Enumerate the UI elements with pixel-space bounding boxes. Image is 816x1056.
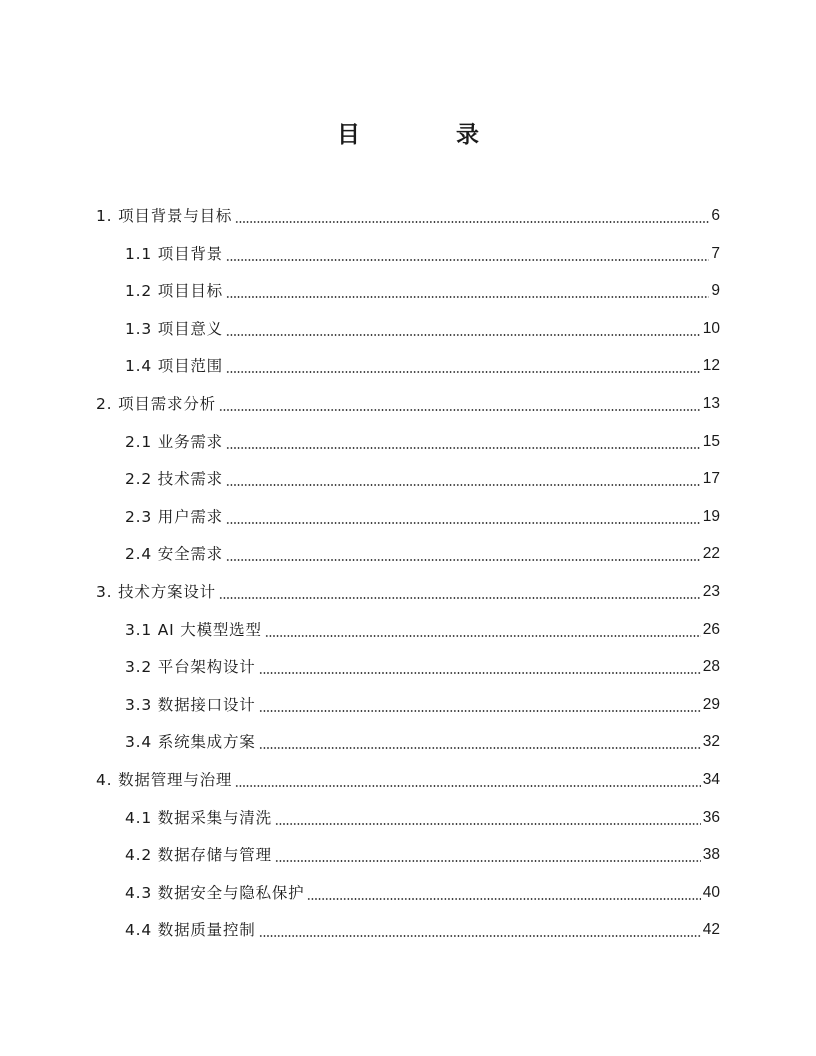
toc-entry[interactable] xyxy=(125,686,720,724)
toc-dot-leader xyxy=(226,511,701,525)
toc-entry[interactable] xyxy=(125,310,720,348)
toc-entry-label: 2.4 安全需求 xyxy=(125,545,223,564)
toc-entry[interactable] xyxy=(125,874,720,912)
toc-entry-label: 4. 数据管理与治理 xyxy=(96,770,233,789)
toc-dot-leader xyxy=(226,548,701,562)
toc-entry-label: 3.1 AI 大模型选型 xyxy=(125,620,262,639)
toc-page-number: 28 xyxy=(702,658,720,676)
toc-entry-label: 1.1 项目背景 xyxy=(125,244,223,263)
toc-entry-label: 2.3 用户需求 xyxy=(125,507,223,526)
toc-page-number: 13 xyxy=(702,394,720,412)
toc-page-number: 10 xyxy=(702,319,720,337)
toc-entry-label: 4.1 数据采集与清洗 xyxy=(125,808,272,827)
toc-entry-label: 1.2 项目目标 xyxy=(125,282,223,301)
toc-dot-leader xyxy=(226,285,709,299)
toc-entry-label: 2.1 业务需求 xyxy=(125,432,223,451)
toc-page-number: 6 xyxy=(711,207,720,224)
toc-entry[interactable] xyxy=(125,460,720,498)
toc-page-number: 32 xyxy=(702,733,720,751)
toc-dot-leader xyxy=(226,436,701,450)
toc-entry[interactable] xyxy=(125,536,720,574)
toc-page-number: 34 xyxy=(702,770,720,788)
toc-entry-label: 3. 技术方案设计 xyxy=(96,582,216,601)
toc-entry-label: 4.4 数据质量控制 xyxy=(125,921,256,940)
toc-entry[interactable] xyxy=(125,799,720,837)
toc-entry-label: 3.2 平台架构设计 xyxy=(125,658,256,677)
toc-page-number: 23 xyxy=(702,582,720,600)
toc-page-number: 17 xyxy=(702,470,720,488)
toc-page-number: 42 xyxy=(702,921,720,939)
toc-dot-leader xyxy=(307,887,700,901)
toc-page-number: 26 xyxy=(702,620,720,638)
toc-entry-label: 3.3 数据接口设计 xyxy=(125,695,256,714)
toc-dot-leader xyxy=(235,210,709,224)
toc-entry[interactable] xyxy=(125,836,720,874)
toc-entry[interactable] xyxy=(125,611,720,649)
toc-entry[interactable] xyxy=(96,761,720,799)
toc-entry[interactable] xyxy=(125,235,720,273)
toc-dot-leader xyxy=(235,774,701,788)
toc-page-number: 22 xyxy=(702,545,720,563)
toc-entry[interactable] xyxy=(96,197,720,235)
toc-dot-leader xyxy=(275,849,701,863)
toc-dot-leader xyxy=(226,323,701,337)
toc-entry-label: 1. 项目背景与目标 xyxy=(96,207,233,225)
toc-page-number: 15 xyxy=(702,432,720,450)
toc-entry[interactable] xyxy=(125,498,720,536)
toc-page-number: 7 xyxy=(711,244,720,262)
toc-entry[interactable] xyxy=(125,272,720,310)
toc-dot-leader xyxy=(265,624,701,638)
toc-entry-label: 3.4 系统集成方案 xyxy=(125,733,256,752)
toc-page-number: 36 xyxy=(702,808,720,826)
toc-dot-leader xyxy=(259,736,701,750)
toc-dot-leader xyxy=(219,398,701,412)
toc-dot-leader xyxy=(219,586,701,600)
toc-entry-label: 1.4 项目范围 xyxy=(125,357,223,376)
toc-entry[interactable] xyxy=(125,724,720,762)
toc-entry-label: 4.3 数据安全与隐私保护 xyxy=(125,883,305,902)
toc-page-number: 38 xyxy=(702,846,720,864)
toc-entry-label: 2.2 技术需求 xyxy=(125,470,223,489)
toc-entry[interactable] xyxy=(125,423,720,461)
toc-entry[interactable] xyxy=(96,385,720,423)
toc-entry-label: 2. 项目需求分析 xyxy=(96,394,216,413)
toc-page-number: 12 xyxy=(702,357,720,375)
toc-dot-leader xyxy=(275,812,701,826)
toc-dot-leader xyxy=(259,924,701,938)
toc-page-number: 40 xyxy=(702,883,720,901)
toc-dot-leader xyxy=(226,360,701,374)
toc-dot-leader xyxy=(259,699,701,713)
toc-entry-label: 4.2 数据存储与管理 xyxy=(125,846,272,865)
toc-dot-leader xyxy=(226,248,709,262)
toc-entry[interactable] xyxy=(125,348,720,386)
toc-entry[interactable] xyxy=(125,648,720,686)
toc-page-number: 19 xyxy=(702,507,720,525)
toc-page-number: 9 xyxy=(711,282,720,300)
toc-entry[interactable] xyxy=(125,912,720,950)
toc-title: 目 录 xyxy=(336,122,523,148)
toc-dot-leader xyxy=(226,473,701,487)
toc-entry-label: 1.3 项目意义 xyxy=(125,319,223,338)
toc-dot-leader xyxy=(259,661,701,675)
toc-page-number: 29 xyxy=(702,695,720,713)
toc-entry[interactable] xyxy=(96,573,720,611)
